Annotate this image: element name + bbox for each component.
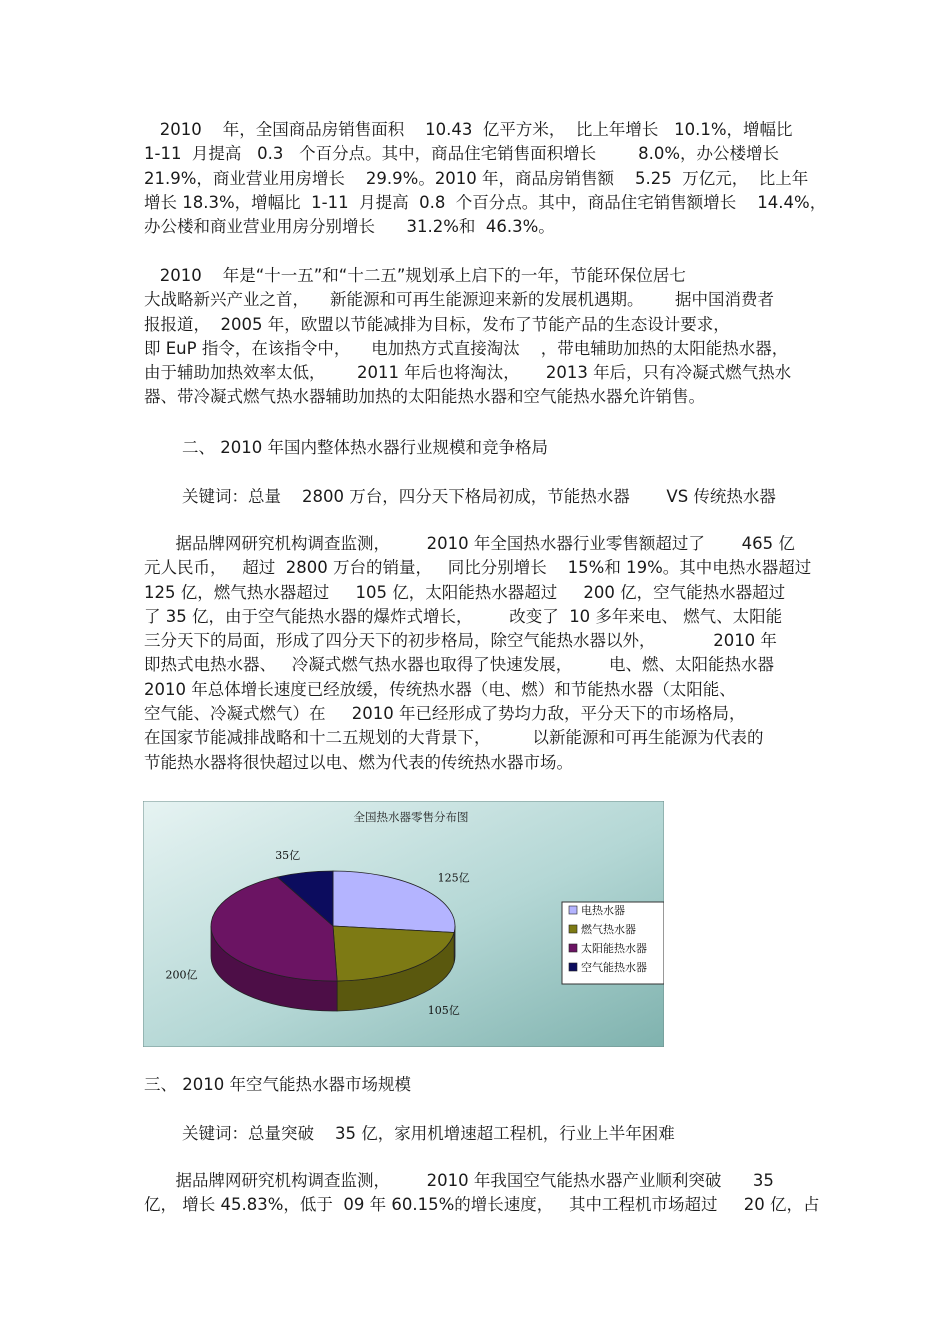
- text-line: 了 35 亿，由于空气能热水器的爆炸式增长， 改变了 10 多年来电、 燃气、太阳能: [144, 606, 783, 626]
- section-heading-3: 三、 2010 年空气能热水器市场规模: [144, 1075, 411, 1094]
- legend-swatch: [569, 963, 577, 971]
- legend: [562, 902, 664, 984]
- pie-data-label: 35亿: [275, 849, 301, 863]
- text-line: 器、带冷凝式燃气热水器辅助加热的太阳能热水器和空气能热水器允许销售。: [144, 387, 705, 407]
- text-line: 增长 18.3%，增幅比 1-11 月提高 0.8 个百分点。其中，商品住宅销售额增长 14.4%，: [144, 192, 827, 212]
- legend-label: 空气能热水器: [581, 961, 647, 974]
- text-line: 即热式电热水器、 冷凝式燃气热水器也取得了快速发展， 电、燃、太阳能热水器: [144, 655, 774, 675]
- text-line: 据品牌网研究机构调查监测， 2010 年全国热水器行业零售额超过了 465 亿: [144, 534, 795, 553]
- paragraph-air-source: [144, 1169, 820, 1218]
- text-line: 即 EuP 指令，在该指令中， 电加热方式直接淘汰 ，带电辅助加热的太阳能热水器，: [144, 338, 789, 358]
- text-line: 1-11 月提高 0.3 个百分点。其中，商品住宅销售面积增长 8.0%，办公楼增长: [144, 144, 780, 164]
- paragraph-energy-policy: [144, 264, 814, 410]
- paragraph-sales-area: [144, 118, 827, 239]
- text-line: 21.9%，商业营业用房增长 29.9%。2010 年，商品房销售额 5.25 万亿元， 比上年: [144, 168, 809, 188]
- legend-swatch: [569, 925, 577, 933]
- paragraph-market-overview: [144, 532, 814, 775]
- text-line: 报报道， 2005 年，欧盟以节能减排为目标，发布了节能产品的生态设计要求，: [144, 314, 730, 334]
- text-line: 节能热水器将很快超过以电、燃为代表的传统热水器市场。: [144, 752, 573, 772]
- text-line: 三分天下的局面，形成了四分天下的初步格局，除空气能热水器以外， 2010 年: [144, 631, 777, 651]
- pie-data-label: 105亿: [427, 1003, 460, 1017]
- section-heading-2: 二、 2010 年国内整体热水器行业规模和竞争格局: [182, 438, 548, 457]
- legend-label: 电热水器: [581, 904, 625, 917]
- text-line: 在国家节能减排战略和十二五规划的大背景下， 以新能源和可再生能源为代表的: [144, 728, 764, 748]
- legend-swatch: [569, 944, 577, 952]
- legend-label: 燃气热水器: [581, 923, 636, 936]
- text-line: 元人民币， 超过 2800 万台的销量， 同比分别增长 15%和 19%。其中电热水器超过: [144, 558, 812, 578]
- pie-chart: [143, 801, 664, 1047]
- text-line: 由于辅助加热效率太低， 2011 年后也将淘汰， 2013 年后，只有冷凝式燃气热水: [144, 363, 792, 383]
- text-line: 亿， 增长 45.83%，低于 09 年 60.15%的增长速度， 其中工程机市场超过 20 亿，占: [144, 1195, 820, 1215]
- keywords-line-2: 关键词：总量 2800 万台，四分天下格局初成，节能热水器 VS 传统热水器: [182, 487, 776, 506]
- pie-chart-svg: [143, 801, 664, 1047]
- text-line: 空气能、冷凝式燃气）在 2010 年已经形成了势均力敌，平分天下的市场格局，: [144, 704, 746, 724]
- text-line: 大战略新兴产业之首， 新能源和可再生能源迎来新的发展机遇期。 据中国消费者: [144, 290, 774, 310]
- keywords-line-3: 关键词：总量突破 35 亿，家用机增速超工程机，行业上半年困难: [182, 1124, 675, 1143]
- pie-data-label: 125亿: [437, 871, 470, 885]
- legend-label: 太阳能热水器: [581, 942, 647, 955]
- text-line: 办公楼和商业营业用房分别增长 31.2%和 46.3%。: [144, 217, 555, 237]
- pie-data-label: 200亿: [165, 968, 198, 982]
- legend-swatch: [569, 906, 577, 914]
- text-line: 据品牌网研究机构调查监测， 2010 年我国空气能热水器产业顺利突破 35: [144, 1171, 774, 1190]
- text-line: 2010 年，全国商品房销售面积 10.43 亿平方米， 比上年增长 10.1%，增幅比: [144, 120, 793, 139]
- chart-title: 全国热水器零售分布图: [353, 810, 469, 824]
- pie-top: [211, 871, 455, 981]
- text-line: 125 亿，燃气热水器超过 105 亿，太阳能热水器超过 200 亿，空气能热水器超过: [144, 582, 786, 602]
- text-line: 2010 年总体增长速度已经放缓，传统热水器（电、燃）和节能热水器（太阳能、: [144, 679, 736, 699]
- text-line: 2010 年是“十一五”和“十二五”规划承上启下的一年，节能环保位居七: [144, 266, 686, 285]
